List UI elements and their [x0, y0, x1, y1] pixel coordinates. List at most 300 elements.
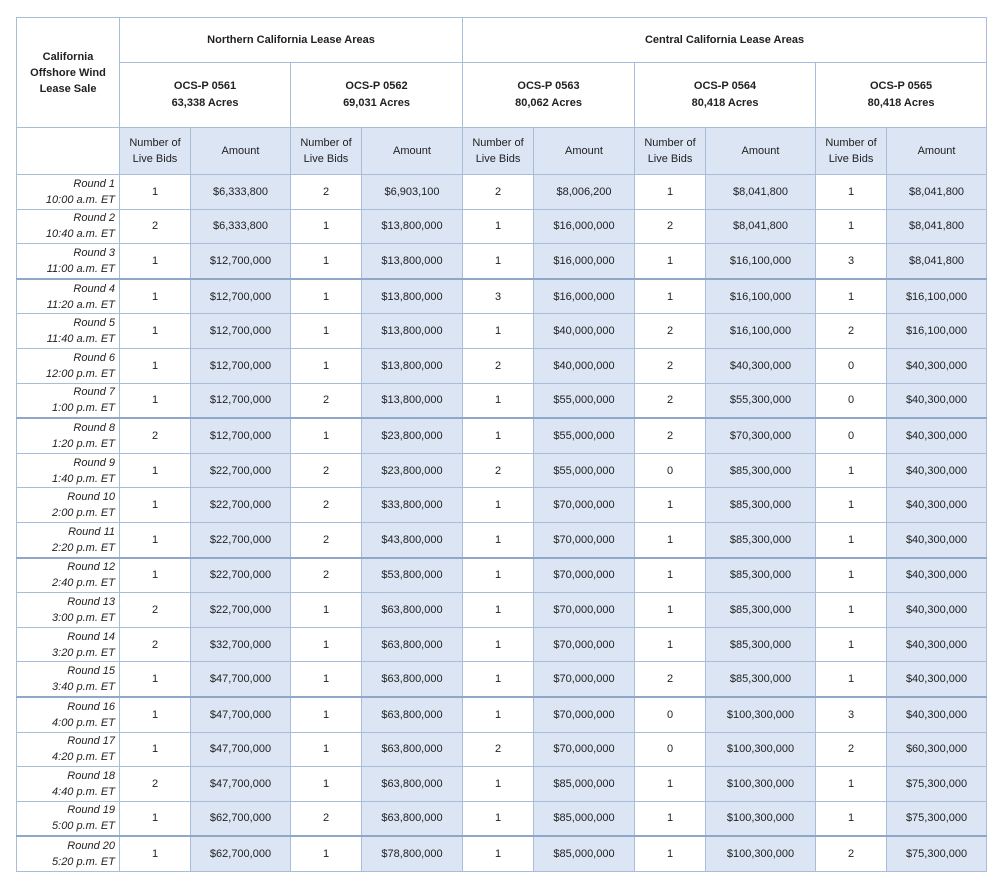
amount-cell: $70,000,000 — [534, 627, 635, 662]
amount-cell: $62,700,000 — [191, 836, 291, 871]
amount-cell: $6,903,100 — [362, 175, 463, 210]
area-acres: 80,418 Acres — [691, 97, 759, 109]
live-bids-cell: 2 — [463, 732, 534, 767]
live-bids-cell: 2 — [463, 348, 534, 383]
live-bids-cell: 0 — [816, 418, 887, 453]
subheader-live-bids — [291, 128, 362, 175]
live-bids-cell: 1 — [635, 627, 706, 662]
corner-line-1: California — [42, 50, 94, 63]
live-bids-cell: 1 — [291, 627, 362, 662]
subheader-amount: Amount — [706, 128, 816, 175]
table-row — [17, 279, 987, 314]
amount-cell: $13,800,000 — [362, 348, 463, 383]
amount-cell: $40,300,000 — [887, 522, 987, 557]
amount-cell: $63,800,000 — [362, 697, 463, 732]
amount-cell: $62,700,000 — [191, 801, 291, 836]
amount-cell: $40,300,000 — [887, 662, 987, 697]
amount-cell: $23,800,000 — [362, 453, 463, 488]
amount-cell: $70,000,000 — [534, 732, 635, 767]
amount-cell: $63,800,000 — [362, 732, 463, 767]
round-time: 11:00 a.m. ET — [46, 262, 115, 275]
amount-cell: $16,100,000 — [706, 279, 816, 314]
amount-cell: $53,800,000 — [362, 558, 463, 593]
amount-cell: $40,300,000 — [887, 348, 987, 383]
amount-cell: $55,000,000 — [534, 453, 635, 488]
live-bids-cell: 1 — [291, 209, 362, 244]
live-bids-cell: 1 — [120, 453, 191, 488]
amount-cell: $16,000,000 — [534, 279, 635, 314]
round-label — [17, 836, 120, 871]
live-bids-cell: 0 — [635, 453, 706, 488]
amount-cell: $40,300,000 — [887, 488, 987, 523]
live-bids-cell: 2 — [463, 453, 534, 488]
amount-cell: $22,700,000 — [191, 522, 291, 557]
live-bids-cell: 1 — [816, 662, 887, 697]
live-bids-cell: 2 — [635, 209, 706, 244]
area-name: OCS-P 0562 — [345, 80, 408, 92]
area-acres: 80,418 Acres — [867, 97, 935, 109]
live-bids-cell: 1 — [120, 383, 191, 418]
live-bids-cell: 1 — [463, 836, 534, 871]
table-row — [17, 314, 987, 349]
live-bids-cell: 1 — [463, 767, 534, 802]
amount-cell: $85,000,000 — [534, 767, 635, 802]
live-bids-cell: 1 — [635, 767, 706, 802]
live-bids-cell: 1 — [816, 453, 887, 488]
round-time: 12:00 p.m. ET — [45, 367, 115, 380]
live-bids-cell: 2 — [463, 175, 534, 210]
live-bids-cell: 2 — [291, 558, 362, 593]
amount-cell: $85,300,000 — [706, 522, 816, 557]
round-number: Round 13 — [67, 595, 115, 608]
live-bids-cell: 1 — [463, 209, 534, 244]
round-time: 2:00 p.m. ET — [52, 507, 115, 520]
round-time: 10:40 a.m. ET — [45, 228, 115, 241]
amount-cell: $23,800,000 — [362, 418, 463, 453]
round-number: Round 2 — [73, 212, 115, 225]
corner-line-2: Offshore Wind — [30, 66, 106, 79]
amount-cell: $40,300,000 — [887, 383, 987, 418]
amount-cell: $70,000,000 — [534, 593, 635, 628]
amount-cell: $40,300,000 — [706, 348, 816, 383]
amount-cell: $22,700,000 — [191, 593, 291, 628]
subheader-bids-line-2: Live Bids — [828, 153, 874, 165]
area-name: OCS-P 0561 — [173, 80, 237, 92]
live-bids-cell: 2 — [635, 662, 706, 697]
table-row — [17, 662, 987, 697]
subheader-live-bids — [120, 128, 191, 175]
table-row — [17, 767, 987, 802]
amount-cell: $13,800,000 — [362, 383, 463, 418]
amount-cell: $33,800,000 — [362, 488, 463, 523]
amount-cell: $22,700,000 — [191, 453, 291, 488]
round-number: Round 17 — [67, 735, 115, 748]
amount-cell: $70,000,000 — [534, 522, 635, 557]
amount-cell: $16,100,000 — [706, 314, 816, 349]
subheader-live-bids — [463, 128, 534, 175]
amount-cell: $63,800,000 — [362, 801, 463, 836]
live-bids-cell: 2 — [635, 348, 706, 383]
amount-cell: $8,041,800 — [887, 175, 987, 210]
live-bids-cell: 1 — [816, 627, 887, 662]
amount-cell: $40,300,000 — [887, 627, 987, 662]
subheader-amount: Amount — [887, 128, 987, 175]
live-bids-cell: 1 — [816, 558, 887, 593]
table-row — [17, 697, 987, 732]
amount-cell: $40,300,000 — [887, 558, 987, 593]
amount-cell: $55,000,000 — [534, 418, 635, 453]
live-bids-cell: 1 — [463, 383, 534, 418]
amount-cell: $8,041,800 — [706, 175, 816, 210]
live-bids-cell: 1 — [120, 488, 191, 523]
live-bids-cell: 1 — [635, 522, 706, 557]
live-bids-cell: 1 — [635, 244, 706, 279]
area-header — [120, 63, 291, 128]
live-bids-cell: 1 — [635, 175, 706, 210]
amount-cell: $12,700,000 — [191, 348, 291, 383]
amount-cell: $8,006,200 — [534, 175, 635, 210]
area-header — [816, 63, 987, 128]
amount-cell: $12,700,000 — [191, 244, 291, 279]
round-label — [17, 348, 120, 383]
round-label — [17, 732, 120, 767]
subheader-amount: Amount — [191, 128, 291, 175]
group-header-central: Central California Lease Areas — [463, 18, 987, 63]
live-bids-cell: 1 — [120, 662, 191, 697]
round-number: Round 11 — [68, 525, 115, 538]
amount-cell: $60,300,000 — [887, 732, 987, 767]
live-bids-cell: 2 — [120, 418, 191, 453]
amount-cell: $47,700,000 — [191, 767, 291, 802]
live-bids-cell: 1 — [463, 627, 534, 662]
live-bids-cell: 1 — [291, 662, 362, 697]
round-label — [17, 453, 120, 488]
amount-cell: $63,800,000 — [362, 662, 463, 697]
round-label — [17, 175, 120, 210]
live-bids-cell: 1 — [120, 697, 191, 732]
round-number: Round 12 — [67, 561, 115, 574]
amount-cell: $70,000,000 — [534, 488, 635, 523]
table-row — [17, 522, 987, 557]
amount-cell: $70,000,000 — [534, 697, 635, 732]
round-number: Round 4 — [73, 282, 115, 295]
amount-cell: $40,000,000 — [534, 314, 635, 349]
group-header-northern: Northern California Lease Areas — [120, 18, 463, 63]
subheader-amount: Amount — [534, 128, 635, 175]
amount-cell: $75,300,000 — [887, 801, 987, 836]
round-label — [17, 244, 120, 279]
amount-cell: $40,000,000 — [534, 348, 635, 383]
round-label — [17, 488, 120, 523]
amount-cell: $16,100,000 — [706, 244, 816, 279]
amount-cell: $75,300,000 — [887, 836, 987, 871]
live-bids-cell: 1 — [816, 488, 887, 523]
subheader-bids-line-2: Live Bids — [132, 153, 178, 165]
amount-cell: $16,100,000 — [887, 314, 987, 349]
amount-cell: $85,000,000 — [534, 801, 635, 836]
live-bids-cell: 2 — [291, 453, 362, 488]
corner-blank — [17, 128, 120, 175]
amount-cell: $85,300,000 — [706, 662, 816, 697]
amount-cell: $85,300,000 — [706, 558, 816, 593]
live-bids-cell: 1 — [816, 767, 887, 802]
live-bids-cell: 1 — [291, 244, 362, 279]
live-bids-cell: 1 — [120, 801, 191, 836]
round-number: Round 15 — [67, 665, 115, 678]
amount-cell: $12,700,000 — [191, 418, 291, 453]
amount-cell: $47,700,000 — [191, 732, 291, 767]
live-bids-cell: 1 — [816, 522, 887, 557]
amount-cell: $6,333,800 — [191, 209, 291, 244]
amount-cell: $100,300,000 — [706, 697, 816, 732]
amount-cell: $16,000,000 — [534, 244, 635, 279]
live-bids-cell: 1 — [463, 558, 534, 593]
live-bids-cell: 1 — [816, 175, 887, 210]
amount-cell: $63,800,000 — [362, 767, 463, 802]
table-row — [17, 175, 987, 210]
subheader-live-bids — [816, 128, 887, 175]
amount-cell: $47,700,000 — [191, 697, 291, 732]
amount-cell: $85,300,000 — [706, 453, 816, 488]
subheader-bids-line-1: Number of — [472, 137, 524, 149]
live-bids-cell: 0 — [635, 732, 706, 767]
amount-cell: $40,300,000 — [887, 418, 987, 453]
live-bids-cell: 1 — [291, 279, 362, 314]
live-bids-cell: 1 — [120, 558, 191, 593]
round-time: 4:20 p.m. ET — [52, 751, 115, 764]
round-label — [17, 209, 120, 244]
amount-cell: $22,700,000 — [191, 488, 291, 523]
amount-cell: $55,000,000 — [534, 383, 635, 418]
round-label — [17, 558, 120, 593]
live-bids-cell: 1 — [463, 418, 534, 453]
table-row — [17, 558, 987, 593]
amount-cell: $13,800,000 — [362, 314, 463, 349]
amount-cell: $40,300,000 — [887, 453, 987, 488]
subheader-live-bids — [635, 128, 706, 175]
table-row — [17, 836, 987, 871]
subheader-bids-line-2: Live Bids — [647, 153, 693, 165]
amount-cell: $12,700,000 — [191, 279, 291, 314]
amount-cell: $100,300,000 — [706, 836, 816, 871]
round-time: 1:20 p.m. ET — [52, 437, 115, 450]
amount-cell: $13,800,000 — [362, 244, 463, 279]
live-bids-cell: 2 — [120, 209, 191, 244]
round-label — [17, 522, 120, 557]
amount-cell: $70,000,000 — [534, 662, 635, 697]
amount-cell: $13,800,000 — [362, 209, 463, 244]
table-corner-label — [17, 18, 120, 128]
amount-cell: $40,300,000 — [887, 697, 987, 732]
amount-cell: $85,300,000 — [706, 488, 816, 523]
round-time: 2:20 p.m. ET — [52, 541, 115, 554]
amount-cell: $100,300,000 — [706, 732, 816, 767]
round-number: Round 1 — [73, 177, 115, 190]
live-bids-cell: 1 — [635, 836, 706, 871]
area-header — [635, 63, 816, 128]
amount-cell: $78,800,000 — [362, 836, 463, 871]
table-row — [17, 453, 987, 488]
corner-line-3: Lease Sale — [39, 82, 97, 95]
amount-cell: $100,300,000 — [706, 801, 816, 836]
amount-cell: $63,800,000 — [362, 593, 463, 628]
live-bids-cell: 2 — [291, 522, 362, 557]
table-row — [17, 383, 987, 418]
lease-sale-table-container — [16, 17, 986, 872]
area-name: OCS-P 0565 — [869, 80, 933, 92]
table-row — [17, 348, 987, 383]
live-bids-cell: 3 — [816, 244, 887, 279]
amount-cell: $85,000,000 — [534, 836, 635, 871]
live-bids-cell: 1 — [291, 697, 362, 732]
live-bids-cell: 1 — [635, 558, 706, 593]
round-time: 10:00 a.m. ET — [45, 193, 115, 206]
round-label — [17, 767, 120, 802]
table-row — [17, 209, 987, 244]
live-bids-cell: 1 — [635, 488, 706, 523]
round-time: 3:40 p.m. ET — [52, 681, 115, 694]
live-bids-cell: 2 — [120, 593, 191, 628]
live-bids-cell: 0 — [816, 348, 887, 383]
live-bids-cell: 1 — [120, 279, 191, 314]
live-bids-cell: 1 — [291, 593, 362, 628]
live-bids-cell: 3 — [463, 279, 534, 314]
round-time: 1:40 p.m. ET — [52, 472, 115, 485]
live-bids-cell: 2 — [635, 314, 706, 349]
live-bids-cell: 0 — [635, 697, 706, 732]
round-number: Round 7 — [73, 386, 115, 399]
live-bids-cell: 2 — [291, 488, 362, 523]
subheader-bids-line-2: Live Bids — [475, 153, 521, 165]
subheader-bids-line-1: Number of — [129, 137, 181, 149]
round-time: 2:40 p.m. ET — [52, 577, 115, 590]
amount-cell: $47,700,000 — [191, 662, 291, 697]
live-bids-cell: 2 — [635, 418, 706, 453]
live-bids-cell: 1 — [291, 767, 362, 802]
round-number: Round 19 — [67, 804, 115, 817]
amount-cell: $32,700,000 — [191, 627, 291, 662]
live-bids-cell: 1 — [635, 593, 706, 628]
live-bids-cell: 2 — [816, 732, 887, 767]
round-number: Round 8 — [73, 421, 115, 434]
area-acres: 69,031 Acres — [343, 97, 410, 109]
round-label — [17, 418, 120, 453]
round-number: Round 10 — [67, 491, 115, 504]
live-bids-cell: 1 — [291, 418, 362, 453]
table-row — [17, 418, 987, 453]
live-bids-cell: 1 — [291, 348, 362, 383]
amount-cell: $12,700,000 — [191, 314, 291, 349]
subheader-bids-line-1: Number of — [644, 137, 696, 149]
table-row — [17, 801, 987, 836]
live-bids-cell: 1 — [120, 348, 191, 383]
area-acres: 80,062 Acres — [515, 97, 582, 109]
live-bids-cell: 2 — [120, 767, 191, 802]
round-time: 4:40 p.m. ET — [52, 785, 115, 798]
round-label — [17, 279, 120, 314]
amount-cell: $8,041,800 — [706, 209, 816, 244]
live-bids-cell: 0 — [816, 383, 887, 418]
live-bids-cell: 2 — [816, 836, 887, 871]
amount-cell: $8,041,800 — [887, 209, 987, 244]
live-bids-cell: 1 — [463, 662, 534, 697]
amount-cell: $85,300,000 — [706, 627, 816, 662]
live-bids-cell: 1 — [635, 279, 706, 314]
amount-cell: $13,800,000 — [362, 279, 463, 314]
live-bids-cell: 1 — [291, 314, 362, 349]
area-name: OCS-P 0563 — [517, 80, 580, 92]
amount-cell: $100,300,000 — [706, 767, 816, 802]
live-bids-cell: 2 — [120, 627, 191, 662]
live-bids-cell: 1 — [120, 522, 191, 557]
live-bids-cell: 1 — [120, 175, 191, 210]
amount-cell: $85,300,000 — [706, 593, 816, 628]
live-bids-cell: 1 — [463, 593, 534, 628]
live-bids-cell: 2 — [291, 175, 362, 210]
amount-cell: $43,800,000 — [362, 522, 463, 557]
live-bids-cell: 1 — [120, 244, 191, 279]
round-label — [17, 662, 120, 697]
amount-cell: $63,800,000 — [362, 627, 463, 662]
live-bids-cell: 3 — [816, 697, 887, 732]
table-row — [17, 627, 987, 662]
lease-sale-table — [16, 17, 987, 872]
live-bids-cell: 2 — [291, 801, 362, 836]
live-bids-cell: 2 — [635, 383, 706, 418]
table-row — [17, 732, 987, 767]
round-time: 4:00 p.m. ET — [52, 716, 115, 729]
amount-cell: $75,300,000 — [887, 767, 987, 802]
amount-cell: $16,000,000 — [534, 209, 635, 244]
round-number: Round 18 — [67, 769, 115, 782]
live-bids-cell: 1 — [463, 244, 534, 279]
round-number: Round 3 — [73, 246, 115, 259]
live-bids-cell: 2 — [816, 314, 887, 349]
live-bids-cell: 1 — [635, 801, 706, 836]
round-time: 1:00 p.m. ET — [52, 402, 115, 415]
live-bids-cell: 1 — [463, 697, 534, 732]
amount-cell: $6,333,800 — [191, 175, 291, 210]
round-number: Round 5 — [73, 317, 115, 330]
table-row — [17, 244, 987, 279]
live-bids-cell: 1 — [816, 593, 887, 628]
table-row — [17, 488, 987, 523]
subheader-bids-line-2: Live Bids — [303, 153, 349, 165]
area-header — [291, 63, 463, 128]
live-bids-cell: 1 — [463, 522, 534, 557]
live-bids-cell: 1 — [463, 801, 534, 836]
live-bids-cell: 1 — [120, 314, 191, 349]
area-header — [463, 63, 635, 128]
amount-cell: $55,300,000 — [706, 383, 816, 418]
round-number: Round 20 — [67, 840, 115, 853]
round-time: 3:20 p.m. ET — [52, 646, 115, 659]
live-bids-cell: 1 — [120, 836, 191, 871]
round-label — [17, 801, 120, 836]
live-bids-cell: 1 — [463, 488, 534, 523]
round-number: Round 9 — [73, 456, 115, 469]
round-number: Round 6 — [73, 351, 115, 364]
live-bids-cell: 1 — [816, 279, 887, 314]
live-bids-cell: 1 — [816, 209, 887, 244]
live-bids-cell: 1 — [120, 732, 191, 767]
round-label — [17, 697, 120, 732]
round-time: 11:20 a.m. ET — [46, 298, 115, 311]
round-time: 5:00 p.m. ET — [52, 820, 115, 833]
live-bids-cell: 1 — [463, 314, 534, 349]
round-number: Round 14 — [67, 630, 115, 643]
round-time: 11:40 a.m. ET — [46, 333, 115, 346]
